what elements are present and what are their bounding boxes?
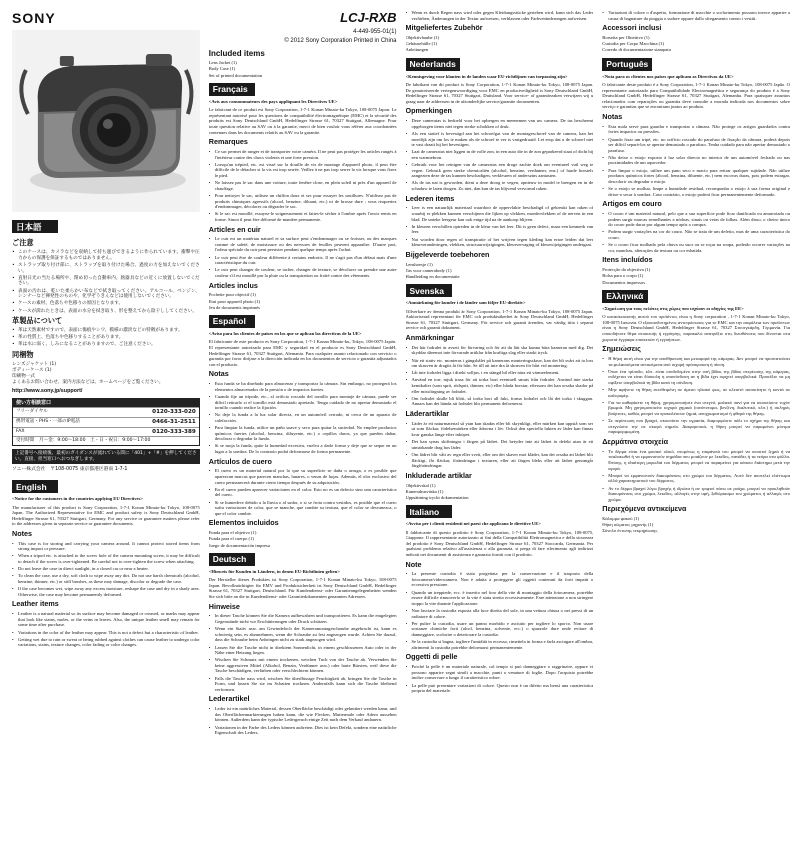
list-item: • ケースが濡れたときは、表面の水分を拭き取り、形を整えてから陰干ししてください。 — [12, 309, 200, 315]
copyright: © 2012 Sony Corporation Printed in China — [284, 38, 397, 45]
list-item: Lens Jacket (1) — [208, 60, 237, 66]
list-item: Uppsättning tryckt dokumentation — [405, 494, 469, 500]
list-item: • In dieser Tasche können Sie die Kamera aufbewahren und transportieren. Es kann die eingelegten Gegenstände nicht vor Erschütterungen oder Druck schützen. — [209, 613, 397, 624]
es-notice: El fabricante de este producto es Sony Corporation, 1-7-1 Konan Minato-ku, Tokyo, 108-0075 Japón. El representante autorizado para EMC y seguridad en el producto es Sony Deutschland GmbH, Hedelfinger Strasse 61, 70327 Stuttgart, Alemania. Para cualquier asunto relacionado con servicio o garantía por favor diríjase a la dirección indicada en los documentos de servicio o garantía adjuntados con el producto. — [208, 339, 397, 367]
de-notes-list — [209, 613, 397, 692]
fr-included-title: Articles inclus — [208, 280, 258, 290]
sv-notes-title: Anmärkningar — [405, 332, 455, 342]
sony-corp-address: ソニー株式会社 〒108-0075 東京都港区港南 1-7-1 — [12, 467, 128, 473]
list-item: • Leder ist ein natürliches Material, dessen Oberfläche beschädigt oder geknittert werden kann, und das Oberflächenmarkierungen haben kann, die wie Flecken, Muttermale oder Adern aussehen können. Außerdem kann der typische Ledergeruch einige Zeit nach dem Verkauf andauern. — [209, 706, 397, 723]
el-included-list — [602, 516, 790, 534]
en-included-title: Included items — [208, 49, 265, 59]
list-item: • In kleuren verschillen optreden in de kleur van het leer. Dit is geen defect, maar een kenmerk van leer. — [406, 224, 594, 235]
lang-band-portuguese: Português — [602, 58, 652, 71]
it-included-list — [602, 35, 790, 53]
de-leather-title: Lederartikel — [208, 694, 250, 704]
es-leather-list — [209, 468, 397, 516]
el-included-title: Περιεχόμενα αντικείμενα — [602, 504, 687, 514]
list-item: • En el cuero pueden aparecer variaciones en el color. Esto no es un defecto sino una característica del cuero. — [209, 487, 397, 498]
sv-included-title: Inkluderade artiklar — [405, 470, 472, 480]
es-notes-title: Notas — [208, 369, 229, 379]
list-item: • Se la custodia si bagna, togliere l'umidità in eccesso, rimettela in forma e farla asciugare all'ombra, altrimenti la custodia potrebbe deformarsi permanentemente. — [406, 639, 594, 650]
list-item: Pochette pour objectif (1) — [208, 292, 256, 298]
contact-label: 携帯電話・PHS・一部のIP電話 — [16, 418, 80, 424]
sv-included-list — [406, 483, 594, 501]
it-notice-title: <Avviso per i clienti residenti nei paesi che applicano le direttive UE> — [405, 521, 541, 527]
list-item: • 革は水に弱く、しみになることがありますので、ご注意ください。 — [12, 342, 200, 348]
list-item: Objektivskal (1) — [405, 482, 436, 488]
it-notice: Il fabbricante di questo prodotto è Sony Corporation, 1-7-1 Konan Minato-ku Tokyo, 108-0075, Giappone. Il rappresentante autorizzato ai fini della Compatibilità Elettromagnetica e della sicurezza del prodotto è Sony Deutschland GmbH, Hedelfinger Strasse 61, 70327 Stoccarda, Germania. Per qualsiasi problema relativo all'assistenza o alla garanzia, si prega di fare riferimento agli indirizzi indicati nei documenti di assistenza e garanzia forniti con il prodotto. — [405, 529, 594, 557]
list-item: • Se o estojo se molhar, limpe a humidade residual, recomponha o estojo à sua forma original e deixe-o secar à sombra. Caso contrário, o estojo poderá ficar permanentemente deformado. — [602, 186, 790, 197]
list-item: Funda para el objetivo (1) — [208, 530, 257, 536]
pt-notes-list — [602, 124, 790, 198]
list-item: • Το δέρμα είναι ένα φυσικό υλικό, επομένως η επιφάνειά του μπορεί να υποστεί ζημιά ή να τσαλακωθεί ή να εμφανιστούν σημάδια που μοιάζουν με λεκέδες, πανάδες ή τα νεύρα στα φύλλα. Επίσης, η ιδιαίτερη μυρωδιά του δέρματος μπορεί να παραμείνει για κάποιο διάστημα μετά την αγορά. — [602, 449, 790, 471]
jp-cautions-list — [12, 250, 200, 314]
jp-leather-list — [12, 328, 200, 348]
lang-band-spanish: Español — [209, 315, 255, 328]
list-item: • Als een statief is bevestigd aan het schroefgat van de montageschroef van de camera, kan het moeilijk zijn om los te maken als de schroef te ver is vastgedraaid. Let erop dat u de schroef niet te vast draait bij het bevestigen. — [406, 131, 594, 148]
el-leather-title: Δερμάτινα στοιχεία — [602, 437, 668, 446]
jp-contents-title: 同梱物 — [12, 349, 34, 359]
list-item: • El cuero es un material natural por lo que su superficie se daña o arruga, o es posible que aparezcan marcas que parecen manchas, lunares, o venas de hojas. Además, el olor exclusivo del cuero permanecerá durante cierto tiempo después de su adquisición. — [209, 468, 397, 485]
pt-leather-list — [602, 211, 790, 253]
list-item: • Variazioni di colore o d'aspetto, formazione di macchie o scolorimento possono invece apparire a causa di bagnature da pioggia o sudore oppure dallo sfregamento contro i vestiti. — [602, 10, 790, 21]
lang-band-german: Deutsch — [209, 553, 255, 566]
de-included-title: Mitgeliefertes Zubehör — [405, 23, 483, 33]
list-item: • Getting wet due to rain or sweat or being rubbed against clothes can cause leather to undergo color variations, stains, texture changes, color fading or color changes. — [12, 637, 200, 648]
list-item: • Falls die Tasche nass wird, wischen Sie überflüssige Feuchtigkeit ab, bringen Sie die Tasche in Form, und lassen Sie sie im Schatten trocknen. Andernfalls kann sich die Tasche bleibend verformen. — [209, 676, 397, 693]
list-item: • Η θήκη αυτή είναι για την αποθήκευση και μεταφορά της κάμερας. Δεν μπορεί να προστατεύσει τα φυλασσόμενα αντικείμενα από ισχυρή πρόσκρουση ή πίεση. — [602, 356, 790, 367]
list-item: • Lassen Sie die Tasche nicht in direktem Sonnenlicht, in einem geschlossenen Auto oder in der Nähe einer Heizung liegen. — [209, 645, 397, 656]
fr-included-list — [209, 292, 397, 310]
list-item: • To clean the case, use a dry, soft cloth to wipe away any dirt. Do not use harsh chemicals (alcohol, benzine, thinner, etc.) or stiff brushes, as these may damage, discolor or degrade the case. — [12, 573, 200, 584]
list-item: • Le cuir est un matériau naturel et sa surface peut s'endommager ou se froisser, ou des marques comme de saleté, de moisissure ou des nervures de feuilles peuvent apparaître. D'autre part, l'odeur spéciale du cuir peut persister pendant quelque temps après l'achat. — [209, 236, 397, 253]
list-item: • Si le sac est mouillé, essuyez-le soigneusement et faites-le sécher à l'ombre après l'avoir remis en forme. Sinon il peut être déformé de manière permanente. — [209, 211, 397, 222]
column-3 — [406, 10, 594, 845]
en-leather-list — [12, 611, 200, 648]
list-item: • Μην αφήνετε τη θήκη εκτεθειμένη σε άμεσο ηλιακό φως, σε κλειστό αυτοκίνητο ή κοντά σε καλοριφέρ. — [602, 387, 790, 398]
list-item: • Esta funda se ha diseñado para almacenar y transportar la cámara. Sin embargo, no protegerá los elementos almacenados de la presión o de impactos fuertes. — [209, 381, 397, 392]
list-item: Corredo di documentazione stampata — [602, 47, 671, 53]
list-item: • Leer is een natuurlijk materiaal waardoor de oppervlakte beschadigd of gekreukt kan raken of waarbij er plekken kunnen verschijnen die lijken op vlekken, moedervlekken of de nerven in een blad. De unieke leergeur kan ook enige tijd na de aankoop blijven. — [406, 205, 594, 222]
jp-leather-title: 革製品について — [12, 316, 63, 326]
sv-notes-list — [406, 345, 594, 407]
list-item: • Wischen Sie Schmutz mit einem trockenen, weichen Tuch von der Tasche ab. Verwenden Sie keine aggressiven Mittel (Alkohol, Benzin, Verdünner usw.) oder harte Bürsten, weil diese die Tasche beschädigen, verfärben oder verschlechtern können. — [209, 657, 397, 674]
fr-notes-list — [209, 149, 397, 223]
list-item: • Μπορεί να εμφανιστούν διακυμάνσεις στο χρώμα του δέρματος. Αυτό δεν αποτελεί ελάττωμα αλλά χαρακτηριστικό του δέρματος. — [602, 473, 790, 484]
list-item: • Als de tas nat is geworden, dient u deze droog te vegen, opnieuw in model te brengen en in de schaduw te laten drogen. Zo niet, dan kan de tas blijvend vervormd raken. — [406, 180, 594, 191]
list-item: • Podem surgir variações na cor do couro. Não se trata de um defeito, mas de uma característica do couro. — [602, 229, 790, 240]
list-item: • Wenn ein Stativ usw. am Gewindeloch der Kameramontageschraube angebracht ist, kann es schwierig sein, es abzunehmen, wenn die Schraube zu fest angezogen wurde. Achten Sie darauf, dass die Schraube beim Anbringen nicht zu stark angezogen wird. — [209, 626, 397, 643]
list-item: Gehäusehülle (1) — [405, 41, 438, 47]
list-item: Handleiding en documentatie — [405, 273, 460, 279]
jp-faq-note: よくあるお問い合わせ、案内方法などは、ホームページをご覧ください。 — [12, 380, 164, 386]
part-number: 4-449-955-01(1) — [353, 28, 397, 35]
list-item: • Per pulire la custodia, usare un panno morbido e asciutto per togliere lo sporco. Non usare sostanze chimiche forti (alcol, benzina, solvente, ecc.) o spazzole dure onde evitare di danneggiare, scolorire o deteriorare la custodia. — [406, 621, 594, 638]
list-item: Anleitungen — [405, 47, 429, 53]
list-item: • O couro é um material natural, pelo que a sua superfície pode ficar danificada ou amarrotada ou podem surgir marcas semelhantes a nódoas, sinais ou veias de folhas. Além disso, o cheiro único do couro pode durar por algum tempo após a compra. — [602, 211, 790, 228]
list-item: • Laat de cameratas niet liggen in de volle zon, in een auto die in de zon geparkeerd staat of dicht bij een warmtebron. — [406, 149, 594, 160]
list-item: • Para limpar o estojo, utilize um pano seco e macio para retirar qualquer sujidade. Não utilize produtos químicos fortes (álcool, benzina, diluente, etc.) nem escovas duras, pois podem estragar, descolorir ou degradar o estojo. — [602, 168, 790, 185]
jp-cautions-title: ご注意 — [12, 238, 34, 248]
contact-title: 使い方相談窓口 — [13, 399, 199, 407]
list-item: • Pour nettoyer le sac, utilisez un chiffon doux et sec pour essuyer les souillures. N'utilisez pas de produits chimiques agressifs (alcool, benzine, diluant, etc.) ni de brosse dure ; vous risqueriez d'endommager, décolorer ou dégrader le sac. — [209, 193, 397, 210]
list-item: • La pelle può presentare variazioni di colore. Questo non è un difetto ma bensì una caratteristica propria del materiale. — [406, 683, 594, 694]
list-item: • Läder är ett naturmaterial så ytan kan skadas eller bli skrynkligt, eller märken kan uppstå som ser ut som fläckar, födelsemärken eller ådrorna i löv. Också den speciella lukten av läder kan finnas kvar ganska länge efter inköpet. — [406, 421, 594, 438]
list-item: • Do not leave the case in direct sunlight, in a closed car or near a heater. — [12, 566, 200, 572]
lang-band-english: English — [12, 480, 58, 493]
camera-case-illustration — [12, 30, 200, 212]
en-notice-title: <Notice for the customers in the countries applying EU Directives> — [12, 496, 143, 502]
es-notice-title: <Aviso para los clientes de países en los que se aplican las directivas de la UE> — [208, 331, 362, 337]
list-item: • This case is for storing and carrying your camera around. It cannot protect stored items from strong impact or pressure. — [12, 541, 200, 552]
de-notice-title: <Hinweis für Kunden in Ländern, in denen EU-Richtlinien gelten> — [208, 569, 340, 575]
en-notes-list — [12, 541, 200, 598]
nl-included-title: Bijgeleverde toebehoren — [405, 249, 490, 259]
contact-number: 0120-333-389 — [152, 428, 196, 435]
list-item: • Leather is a natural material so its surface may become damaged or creased, or marks may appear that look like stains, moles, or the veins in leaves. Also, the unique leather smell may remain for some time after purchase. — [12, 611, 200, 628]
it-leather-list — [406, 664, 594, 694]
list-item: • このケースは、カメラなどを収納して持ち運びできるように作られています。衝撃や圧力からの保護を保証するものではありません。 — [12, 250, 200, 261]
list-item: Funda para el cuerpo (1) — [208, 536, 254, 542]
list-item: • No deje la funda a la luz solar directa, en un automóvil cerrado, ni cerca de un aparato de calefacción. — [209, 412, 397, 423]
nl-leather-list — [406, 205, 594, 247]
list-item: ボディーケース (1) — [12, 367, 52, 373]
it-notes-list — [406, 571, 594, 650]
de-leather-list — [209, 706, 397, 736]
list-item: • Non lasciare la custodia esposta alla luce diretta del sole, in una vettura chiusa o nei pressi di un radiatore di calore. — [406, 608, 594, 619]
sv-notice: Tillverkare av denna produkt är Sony Corporation, 1-7-1 Konan Minato-ku Tokyo, 108-0075 Japan. Auktoriserad representant för EMC och produktsäkerhet är Sony Deutschland GmbH, Hedelfinger Strasse 61, 70327 Stuttgart, Germany. För service och garanti ärenden, var vänlig titta i separat service och garanti dokument. — [405, 308, 594, 331]
es-included-title: Elementos incluidos — [208, 518, 279, 528]
de-notice: Der Hersteller dieses Produktes ist Sony Corporation, 1-7-1 Konan Minato-ku Tokyo, 108-0075 Japan. Bevollmächtigter für EMV und Produktsicherheit ist Sony Deutschland GmbH, Hedelfinger Strasse 61, 70327 Stuttgart, Deutschland. Für Kundendienst- oder Garantieangelegenheiten wenden Sie sich bitte an die in Kundendienst- oder Garantiedokumenten genannten Adressen. — [208, 577, 397, 599]
list-item: • Para limpiar la funda, utilice un paño suave y seco para quitar la suciedad. No emplee productos químicos fuertes (alcohol, bencina, diluyente, etc.) o cepillos duros, ya que pueden dañar, decolorar o degradar la funda. — [209, 425, 397, 442]
es-included-list — [209, 530, 397, 548]
contact-hours: 受付時間 月～金：9:00～18:00 土・日・祝日：9:00～17:00 — [13, 436, 199, 445]
model-row — [209, 10, 397, 26]
el-notice-title: <Σημείωση για τους πελάτες στις χώρες που ισχύουν οι οδηγίες της ΕΕ> — [602, 306, 744, 312]
fr-leather-list — [209, 236, 397, 278]
pt-included-list — [602, 267, 790, 285]
list-item: • Si se moja la funda, quite la humedad excesiva, vuelva a darle forma y deje que se seque en un lugar a la sombra. De lo contrario podrá deformarse de forma permanente. — [209, 443, 397, 454]
list-item: • Esta mala serve para guardar e transportar a câmara. Não protege os artigos guardados contra fortes impactos ou pressões. — [602, 124, 790, 135]
list-item: • Για να καθαρίσετε τη θήκη, χρησιμοποιήστε ένα στεγνό, μαλακό πανί για να σκουπίσετε τυχόν βρωμιά. Μη χρησιμοποιείτε ισχυρά χημικά (οινόπνευμα, βενζίνη, διαλυτικό, κλπ.) ή σκληρές βούρτσες, καθώς μπορεί να προκαλέσουν ζημιά, αποχρωματισμό ή φθορά της θήκης. — [602, 400, 790, 417]
list-item: • Variations in the color of the leather may appear. This is not a defect but a characteristic of leather. — [12, 630, 200, 636]
contact-row — [13, 417, 199, 427]
it-included-title: Accessori inclusi — [602, 23, 662, 33]
contact-label: FAX — [16, 428, 25, 434]
list-item: • Lorsqu'un trépied, etc. est vissé sur la douille de vis de montage d'appareil photo, il peut être difficile de le détacher si la vis est trop serrée. Veillez à ne pas trop serrer la vis lorsque vous fixez le pied. — [209, 162, 397, 179]
list-item: • Não deixe o estojo exposto à luz solar directa no interior de um automóvel fechado ou nas proximidades de um aquecedor. — [602, 155, 790, 166]
list-item: Κάλυμμα φακού (1) — [602, 516, 640, 522]
list-item: • If the case becomes wet, wipe away any excess moisture, reshape the case and dry in a shady area. Otherwise, the case may become permanently deformed. — [12, 586, 200, 597]
contact-number: 0466-31-2511 — [152, 418, 196, 425]
list-item: Kamerahusväska (1) — [405, 488, 444, 494]
el-leather-list — [602, 449, 790, 503]
list-item: • Quando un treppiede, ecc. è inserito nel foro della vite di montaggio della fotocamera, potrebbe essere difficile rimuoverlo se la vite è stata stretta eccessivamente. Fare attenzione a non stringere troppo la vite durante l'applicazione. — [406, 590, 594, 607]
list-item: • Αν το δέρμα βραχεί λόγω βροχής ή ιδρώτα ή αν τριφτεί πάνω σε ρούχα, μπορεί να προκληθούν διακυμάνσεις στο χρώμα, λεκέδες, αλλαγές στην υφή, ξεθώριασμα του χρώματος ή αλλαγές στο χρώμα. — [602, 486, 790, 503]
nl-notice: De fabrikant van dit product is Sony Corporation, 1-7-1 Konan Minato-ku Tokyo, 108-0075 Japan. De geautoriseerde vertegenwoordiging voor EMC en productveiligheid is Sony Deutschland GmbH, Hedelfinger Strasse 61, 70327 Stuttgart, Duitsland. Voor service- of garantiezaken verwijzen wij u graag naar de addressen in de afzonderlijke service/garantie documenten. — [405, 81, 594, 104]
lang-band-french: Français — [209, 83, 255, 96]
list-item: • Quando fixar um tripé, etc. no orifício roscado do parafuso de fixação da câmara, poderá depois ser difícil separá-los se apertar demasiado o parafuso. Tenha cuidado para não apertar demasiado o parafuso. — [602, 137, 790, 154]
column-2 — [209, 10, 397, 845]
list-item: 印刷物一式 — [12, 374, 35, 380]
nl-included-list — [406, 262, 594, 280]
lang-band-italian: Italiano — [406, 505, 452, 518]
list-item: Jeu de documents imprimés — [208, 304, 260, 310]
el-notes-title: Σημειώσεις — [602, 344, 641, 354]
list-item: • Cuando fije un trípode, etc., al orificio roscado del tornillo para montaje de cámara, puede ser difícil retirarlo si el tornillo está demasiado apretado. Tenga cuidado de no apretar demasiado el tornillo cuando realice la fijación. — [209, 394, 397, 411]
list-item: • ケースの素材、色落ちや色移りの原因となります。 — [12, 301, 200, 307]
lang-band-greek: Ελληνικά — [602, 290, 648, 303]
contact-label: フリーダイヤル — [16, 409, 48, 414]
list-item: • Ce sac permet de ranger et de transporter votre caméra. Il ne peut pas protéger les articles rangés à l'intérieur contre des chocs violents et une forte pression. — [209, 149, 397, 160]
list-item: • Deze cameratas is bedoeld voor het opbergen en meenemen van uw camera. De tas beschermt opgeborgen items niet tegen sterke schokken of druk. — [406, 118, 594, 129]
list-item: Borsetta per Obiettivo (1) — [602, 34, 650, 40]
camera-in-leather-case-photo — [12, 30, 200, 212]
brand-row — [12, 10, 200, 27]
list-item: • Det här fodralet är avsett för förvaring och för att du lätt ska kunna bära kameran med dig. Det skyddar däremot inte förvarade artiklar från kraftiga slag eller starkt tryck. — [406, 345, 594, 356]
pt-notice: O fabricante deste produto é a Sony Corporation, 1-7-1 Konan Minato-ku Tokyo, 108-0075 Japão. O representante autorizado para Compatibilidade Electromagnética e segurança do produto é a Sony Deutschland GmbH, Hedelfinger Strasse 61, 70327 Stuttgart, Alemanha. Para quaisquer assuntos relacionados com reparações ou garantia deve consulte a morada indicada nos documentos sobre serviço e garantias que se encontram juntos ao produto. — [602, 81, 790, 110]
list-item: • Om lädret blir vått av regn eller svett, eller om det skaver mot kläder, kan det orsaka att lädret blir fläckigt, får fläckar, förändringar i texturen, eller att färgen bleks eller att lädret genomgår färgförändringar. — [406, 452, 594, 469]
list-item: Etui pour appareil photo (1) — [208, 298, 261, 304]
nl-notes-list — [406, 118, 594, 192]
en-leather-title: Leather items — [12, 599, 59, 609]
nl-notice-title: <Kennisgeving voor klanten in de landen waar EU-richtlijnen van toepassing zijn> — [405, 73, 568, 79]
list-item: • Använd en torr, mjuk trasa för att torka bort eventuell smuts från fodralet. Använd inte starka kemikalier (som sprit, rödsprit, thinner, etc) eller hårda borstar, eftersom det kan orsaka skador på eller missfärgning av fodralet. — [406, 377, 594, 394]
list-item: • Nat worden door regen of transpiratie of het wrijven tegen kleding kan ertoe leiden dat leer kleurveranderingen, vlekken, structuurwijzigingen, kleurvervaging of kleurwijzigingen ondergaat. — [406, 237, 594, 248]
list-item: Tas voor camerabody (1) — [405, 267, 452, 273]
sv-leather-title: Läderartiklar — [405, 409, 450, 419]
en-notice: The manufacturer of this product is Sony Corporation, 1-7-1 Konan Minato-ku Tokyo, 108-0075 Japan. The Authorized Representative for EMC and product safety is Sony Deutschland GmbH, Hedelfinger Strasse 61, 70327 Stuttgart, Germany. For any service or guarantee matters please refer to the addresses given in separate service or guarantee documents. — [12, 504, 200, 527]
list-item: • 革は天然素材ですので、表面に傷痕やシワ、模様の濃淡などの特徴があります。 — [12, 328, 200, 334]
column-4 — [602, 10, 790, 845]
fr-notice: Le fabricant de ce produit est Sony Corporation, 1-7-1 Konan Minato-ku Tokyo, 108-0075 Japon. Le représentant autorisé pour les questions de compatibilité électromagnétique (EMC) et la sécurité des produits est Sony Deutschland GmbH, Hedelfinger Strasse 61, 70327 Stuttgart, Allemagne. Pour toute question relative au SAV ou à la garantie, merci de bien vouloir vous référer aux coordonnées contenues dans les documents relatifs au SAV ou la garantie. — [208, 107, 397, 135]
guidance-note: 上記番号へ接続後、最初のガイダンスが流れている間に「401」+「#」を押してください。直接、担当窓口へおつなぎします。 — [12, 449, 200, 464]
list-item: • When a tripod etc. is attached to the screw hole of the camera mounting screw, it may be difficult to detach if the screw is over-tightened. Be careful not to over-tighten the screw when attaching. — [12, 553, 200, 564]
list-item: • 革の性質上、色落ちや色移りすることがあります。 — [12, 335, 200, 341]
list-item: • ストラップ取り付け部に、ストラップを取り付けた場合、過度の力を加えないでください。 — [12, 263, 200, 274]
list-item: • Variationen in der Farbe des Leders können auftreten. Dies ist kein Defekt, sondern eine natürliche Eigenschaft des Leders. — [209, 725, 397, 736]
list-item: • Σε περίπτωση που βραχεί, σκουπίστε την υγρασία, διαμορφώστε πάλι το σχήμα της θήκης και στεγνώστε την σε σκιερό σημείο. Διαφορετικά, η θήκη μπορεί να παραμείνει μόνιμα παραμορφωμένη. — [602, 418, 790, 435]
list-item: • Om fodralet skulle bli blött, så torka bort all fukt, forma fodralet och låt det torka i skuggan. Annars kan det hända att fodralet blir permanent deformerat. — [406, 396, 594, 407]
list-item: レンズジャケット (1) — [12, 361, 57, 367]
list-item: • La presente custodia è stata progettata per la conservazione e il trasporto della fotocamera/videocamera. Non è adatta a proteggere gli oggetti contenuti da forti impatti o eccessiva pressione. — [406, 571, 594, 588]
it-leather-title: Oggetti di pelle — [405, 652, 458, 662]
fr-notice-title: <Avis aux consommateurs des pays appliquant les Directives UE> — [208, 99, 338, 105]
list-item: • Wenn es durch Regen nass wird oder gegen Kleidungsstücke gerieben wird, kann sich das Leder verfärben, Änderungen in der Textur aufweisen, verblassen oder Farbveränderungen aufweisen. — [406, 10, 594, 21]
list-item: • Ne laissez pas le sac dans une voiture, toute fenêtre close, en plein soleil ni près d'un appareil de chauffage. — [209, 180, 397, 191]
list-item: • Det kan synas skiftningar i färgen på lädret. Det betyder inte att lädret är defekt utan är ett utmärkande drag hos läder. — [406, 439, 594, 450]
contact-row — [13, 427, 199, 437]
sv-notice-title: <Anmärkning för kunder i de länder som följer EU-direktiv> — [405, 300, 526, 306]
list-item: Σύνολο έντυπης τεκμηρίωσης — [602, 528, 658, 534]
contact-box — [12, 398, 200, 446]
list-item: Set of printed documentation — [208, 72, 263, 78]
column-1 — [12, 10, 200, 845]
fr-leather-title: Articles en cuir — [208, 224, 261, 234]
en-notes-title: Notes — [12, 528, 32, 538]
de-included-list — [406, 35, 594, 53]
list-item: Lenshoesje (1) — [405, 261, 433, 267]
es-leather-title: Artículos de cuero — [208, 456, 272, 466]
support-url[interactable]: http://www.sony.jp/support/ — [12, 388, 83, 395]
list-item: Juego de documentación impresa — [208, 542, 270, 548]
contact-number: 0120-333-020 — [152, 409, 196, 415]
jp-contents-list — [12, 362, 200, 380]
pt-notice-title: <Nota para os clientes nos países que aplicam as Directivas da UE> — [602, 73, 734, 79]
it-notes-title: Note — [405, 559, 422, 569]
contact-row — [13, 407, 199, 417]
en-included-list — [209, 60, 397, 78]
pt-included-title: Itens incluídos — [602, 255, 653, 265]
list-item: • Gebruik voor het reinigen van de cameratas een droge zachte doek om eventueel vuil weg te vegen. Gebruik geen sterke chemicaliën (alcohol, benzine, verdunner, enz.) of harde borstels aangezien deze de tas kunnen beschadigen, verkleuren of anderszins aantasten. — [406, 162, 594, 179]
el-notes-list — [602, 356, 790, 435]
list-item: • 表面の汚れは、乾いた柔らかい布などで拭き取ってください。アルコール、ベンジン、シンナーなど揮発性のものや、化学ぞうきんなどは使用しないでください。 — [12, 289, 200, 300]
list-item: Protecção da objectiva (1) — [602, 267, 651, 273]
nl-leather-title: Lederen items — [405, 193, 455, 203]
list-item: Custodia per Corpo Macchina (1) — [602, 41, 664, 47]
sony-logo: SONY — [12, 10, 56, 26]
fr-notes-title: Remarques — [208, 137, 248, 147]
list-item: • Όταν ένα τρίποδο, κλπ. είναι συνδεδεμένο στην οπή βίδας της βίδας στερέωσης της κάμερας, ενδέχεται να είναι δύσκολη η αποσύνδεση αν η βίδα έχει σφιχτεί υπερβολικά. Προσέξτε να μη σφίξετε υπερβολικά τη βίδα κατά τη σύνδεση. — [602, 369, 790, 386]
list-item: Θήκη σώματος μηχανής (1) — [602, 522, 654, 528]
lang-band-swedish: Svenska — [406, 284, 452, 297]
nl-notes-title: Opmerkingen — [405, 106, 452, 116]
list-item: Bolsa para o corpo (1) — [602, 273, 644, 279]
list-item: • Le cuir peut changer de couleur, se tacher, changer de texture, se décolorer ou prendre une autre couleur s'il est mouillé par la pluie ou la transpiration ou frotté contre des vêtements. — [209, 267, 397, 278]
list-item: • Le cuir peut être de couleur différente à certains endroits. Il ne s'agit pas d'un défaut mais d'une caractéristique du cuir. — [209, 255, 397, 266]
list-item: • Se o couro ficar molhado pela chuva ou suor ou se roçar na roupa, poderão ocorrer variações na cor, manchas, alterações da textura ou cor esbatida. — [602, 242, 790, 253]
list-item: • Si se humedece debido a la lluvia o al sudor, o si se frota contra vestidos, es posible que el cuero sufra variaciones de color, que se manche, que cambie su textura, que el color se desvanezca, o que el color cambie. — [209, 500, 397, 517]
de-notes-title: Hinweise — [208, 601, 240, 611]
pt-notes-title: Notas — [602, 111, 623, 121]
el-notice: Ο κατασκευαστής αυτού του προϊόντος είναι η Sony corporation , 1-7-1 Konan Minato-ku Tokyo, 108-0075 Ιαπωνία. Ο εξουσιοδοτημένος αντιπρόσωπος για το EMC και την ασφάλεια των προϊόντων είναι η Sony Deutschland GmbH, Hedelfinger Strasse 61, 70327 Στουτγκάρδη, Γερμανία. Για οποιοδήποτε θέμα επισκευής ή εγγύησης, παρακαλώ ανατρέξτε στις διευθύνσεις που δίνονται στα χωριστά έγγραφα επισκευών ή εγγυήσεων. — [602, 314, 790, 342]
es-notes-list — [209, 381, 397, 455]
pt-leather-title: Artigos em couro — [602, 199, 662, 209]
list-item: Objektivhaube (1) — [405, 34, 440, 40]
lang-band-japanese: 日本語 — [12, 220, 58, 233]
lang-band-dutch: Nederlands — [406, 58, 460, 71]
list-item: • Låt inte fodralet ligga i direkt solljus, i en stängd bil eller nära ett värmeelement. — [406, 370, 594, 376]
list-item: • Poiché la pelle è un materiale naturale, col tempo si può danneggiare o raggrinzire, oppure vi possono apparire segni simili a macchie, punti o venature di foglie. Dopo l'acquisto potrebbe inoltre conservare a lungo il caratteristico odore. — [406, 664, 594, 681]
list-item: Documentos impressos — [602, 279, 645, 285]
model-name: LCJ-RXB — [340, 10, 397, 25]
list-item: • 直射日光の当たる場所や、閉め切った自動車内、熱器具などの近くに放置しないでください。 — [12, 276, 200, 287]
list-item: • När ett stativ etc. monteras i gängshålet på kamerans monteringsskruv, kan det bli svårt att ta loss om skruven är dragits åt för hårt. Se till att inte dra åt skruven för hårt vid montering. — [406, 358, 594, 369]
list-item: Body Case (1) — [208, 66, 236, 72]
sv-leather-list — [406, 421, 594, 469]
